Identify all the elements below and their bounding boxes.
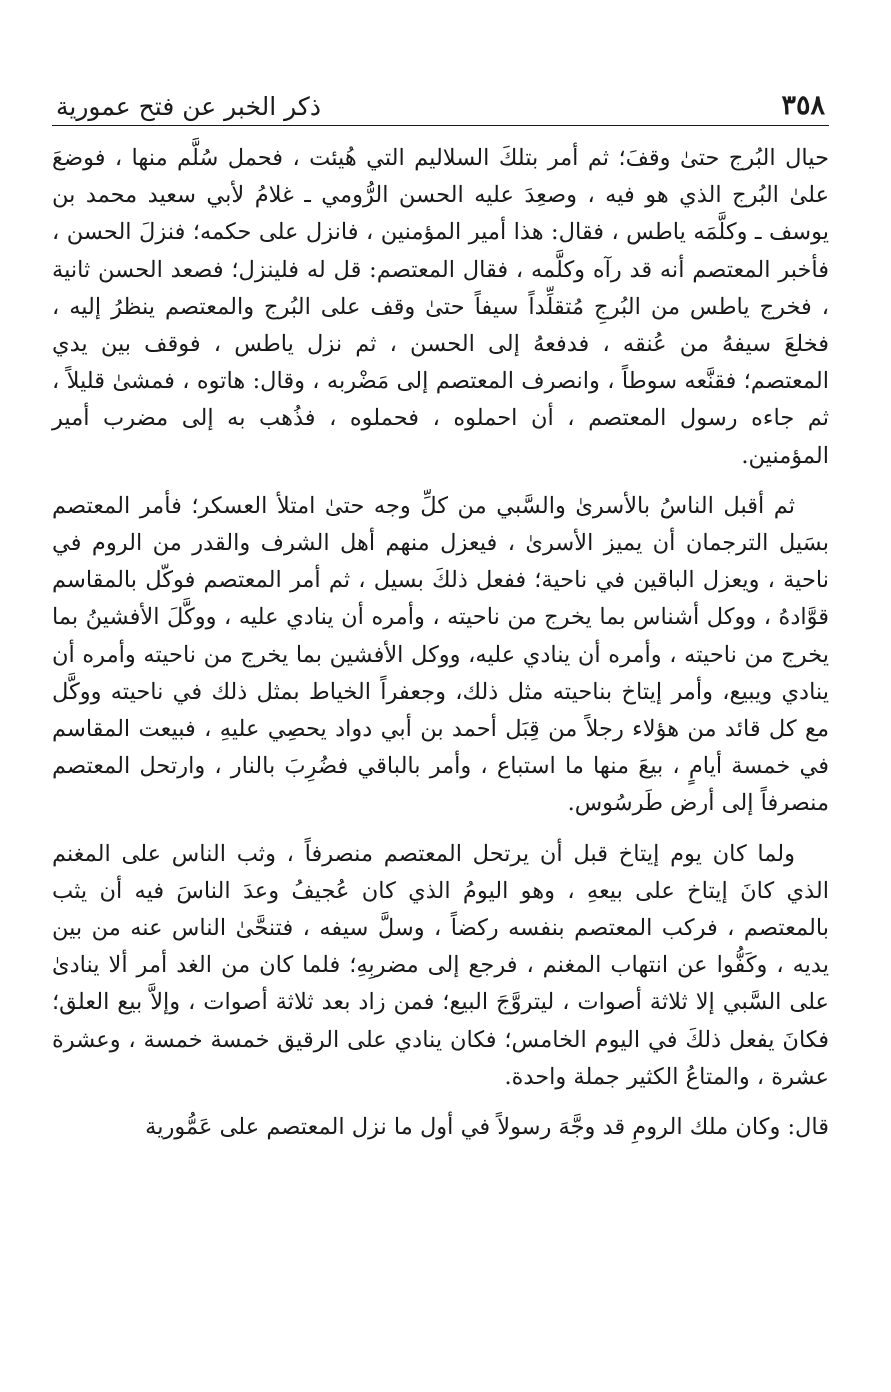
body-text [52,140,829,1146]
running-header [52,82,829,126]
chapter-title: ذكر الخبر عن فتح عمورية [56,92,321,121]
paragraph: قال: وكان ملك الرومِ قد وجَّهَ رسولاً في أول ما نزل المعتصم على عَمُّورية [145,1114,829,1141]
paragraph: ولما كان يوم إيتاخ قبل أن يرتحل المعتصم منصرفاً ، وثب الناس على المغنم الذي كانَ إيتاخ على بيعهِ ، وهو اليومُ الذي كان عُجيفُ وعدَ الناسَ فيه أن يثب بالمعتصم ، فركب المعتصم بنفسه ركضاً ، وسلَّ سيفه ، فتنحَّىٰ الناس عنه من بين يديه ، وكَفُّوا عن انتهاب المغنم ، فرجع إلى مضربِهِ؛ فلما كان من الغد أمر ألا ينادىٰ على السَّبي إلا ثلاثة أصوات ، ليتروَّجَ البيع؛ فمن زاد بعد ثلاثة أصوات ، وإلاَّ بيع العلق؛ فكانَ يفعل ذلكَ في اليوم الخامس؛ فكان ينادي على الرقيق خمسة خمسة ، وعشرة عشرة ، والمتاعُ الكثير جملة واحدة. [52,840,829,1090]
page-number: ٣٥٨ [781,90,825,121]
book-page [52,82,829,1372]
paragraph: ثم أقبل الناسُ بالأسرىٰ والسَّبي من كلِّ وجه حتىٰ امتلأ العسكر؛ فأمر المعتصم بسَيل الترجمان أن يميز الأسرىٰ ، فيعزل منهم أهل الشرف والقدر من الروم في ناحية ، ويعزل الباقين في ناحية؛ ففعل ذلكَ بسيل ، ثم أمر المعتصم فوكّل بالمقاسم قوَّادهُ ، ووكل أشناس بما يخرج من ناحيته ، وأمره أن ينادي عليه ، ووكَّلَ الأفشينُ بما يخرج من ناحيته ، وأمره أن ينادي عليه، ووكل الأفشين بما يخرج من ناحيته وأمره أن ينادي ويبيع، وأمر إيتاخ بناحيته مثل ذلك، وجعفراً الخياط بمثل ذلك في ناحيته ووكَّل مع كل قائد من هؤلاء رجلاً من قِبَل أحمد بن أبي دواد يحصِي عليهِ ، فبيعت المقاسم في خمسة أيامٍ ، بيعَ منها ما استباع ، وأمر بالباقي فضُرِبَ بالنار ، وارتحل المعتصم منصرفاً إلى أرض طَرسُوس. [52,492,829,817]
paragraph: حيال البُرج حتىٰ وقفَ؛ ثم أمر بتلكَ السلاليم التي هُيئت ، فحمل سُلَّم منها ، فوضعَ علىٰ البُرج الذي هو فيه ، وصعِدَ عليه الحسن الرُّومي ـ غلامُ لأبي سعيد محمد بن يوسف ـ وكلَّمَه ياطس ، فقال: هذا أمير المؤمنين ، فانزل على حكمه؛ فنزلَ الحسن ، فأخبر المعتصم أنه قد رآه وكلَّمه ، فقال المعتصم: قل له فلينزل؛ فصعد الحسن ثانية ، فخرج ياطس من البُرجِ مُتقلِّداً سيفاً حتىٰ وقف على البُرج والمعتصم ينظرُ إليه ، فخلعَ سيفهُ من عُنقه ، فدفعهُ إلى الحسن ، ثم نزل ياطس ، فوقف بين يدي المعتصم؛ فقنَّعه سوطاً ، وانصرف المعتصم إلى مَضْربه ، وقال: هاتوه ، فمشىٰ قليلاً ، ثم جاءه رسول المعتصم ، أن احملوه ، فحملوه ، فذُهب به إلى مضرب أمير المؤمنين. [52,145,829,469]
